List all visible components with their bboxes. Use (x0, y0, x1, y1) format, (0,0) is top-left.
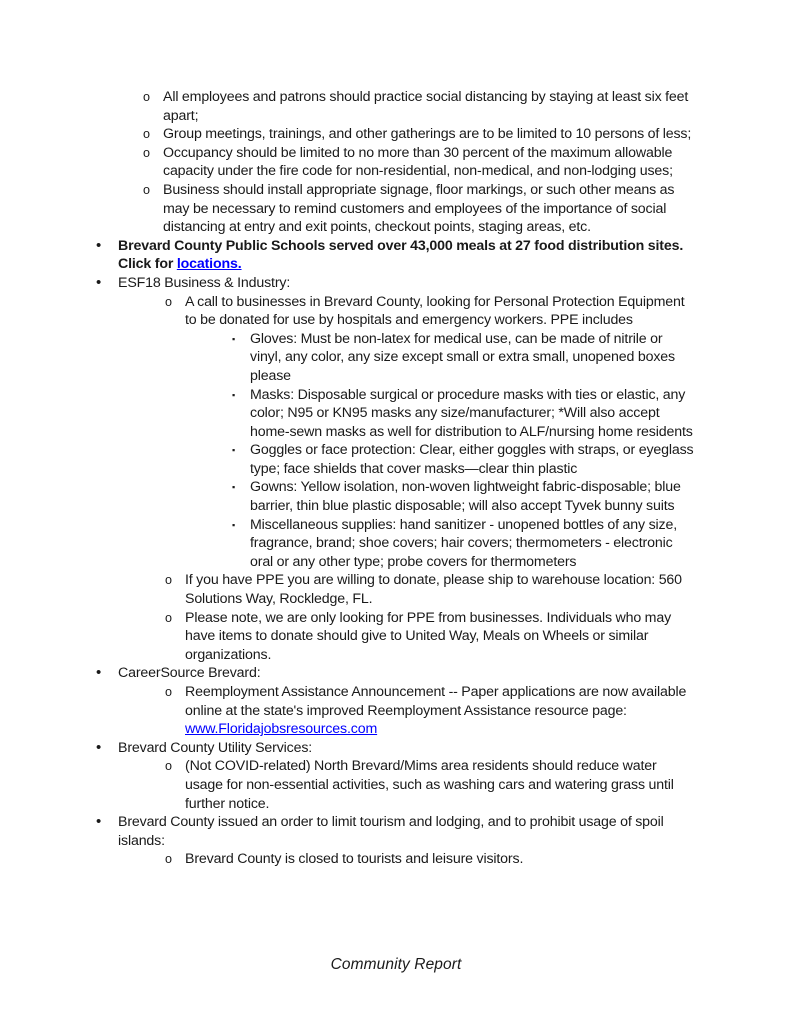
call-to-business-text: A call to businesses in Brevard County, looking for Personal Protection Equipment to be donated for use by hospitals and emergency workers. PPE includes (185, 293, 685, 329)
bullet-dot-icon: • (96, 813, 102, 831)
floridajobsresources-link[interactable]: www.Floridajobsresources.com (185, 721, 378, 738)
bullet-square-icon: ▪ (232, 445, 236, 456)
list-item-tourism-order (96, 813, 696, 869)
bullet-square-icon: ▪ (232, 333, 236, 344)
bullet-circle-icon: o (143, 145, 150, 160)
bullet-circle-icon: o (165, 573, 172, 588)
ppe-item-text: Gowns: Yellow isolation, non-woven lightweight fabric-disposable; blue barrier, thin blue plastic disposable; will also accept Tyvek bunny suits (250, 479, 681, 515)
list-item-ppe-misc (232, 516, 696, 572)
water-notice-text: (Not COVID-related) North Brevard/Mims area residents should reduce water usage for non-essential activities, such as washing cars and watering grass until further notice. (185, 758, 674, 812)
list-item-reemployment-announcement (165, 683, 696, 739)
bullet-square-icon: ▪ (232, 482, 236, 493)
list-item-public-schools (96, 237, 696, 274)
esf18-heading: ESF18 Business & Industry: (118, 274, 291, 291)
list-item-utility-services (96, 739, 696, 813)
list-item-text: Occupancy should be limited to no more than 30 percent of the maximum allowable capacity under the fire code for non-residential, non-medical, and non-lodging uses; (163, 144, 673, 180)
bullet-circle-icon: o (143, 90, 150, 104)
list-item-text: Business should install appropriate signage, floor markings, or such other means as may be necessary to remind customers and employees of the importance of social distancing at entry and exit points, checkout points, staging areas, etc. (163, 181, 675, 236)
list-item-ppe-masks (232, 386, 696, 442)
bullet-circle-icon: o (165, 610, 172, 625)
list-item-esf18 (96, 274, 696, 664)
bullet-dot-icon: • (96, 236, 102, 254)
utility-services-sublist (165, 757, 696, 813)
list-item-text: Group meetings, trainings, and other gatherings are to be limited to 10 persons of less; (163, 126, 692, 143)
reemployment-text (185, 683, 696, 739)
page-footer (0, 956, 792, 974)
bullet-circle-icon: o (165, 759, 172, 774)
list-item-water-notice (165, 757, 696, 813)
careersource-heading: CareerSource Brevard: (118, 665, 261, 682)
bullet-dot-icon: • (96, 738, 102, 756)
tourism-order-sublist (165, 850, 696, 869)
list-item-social-distancing (143, 88, 696, 125)
bullet-circle-icon: o (165, 294, 172, 309)
list-item-ppe-gloves (232, 330, 696, 386)
footer-title: Community Report (330, 956, 462, 973)
businesses-only-text: Please note, we are only looking for PPE from businesses. Individuals who may have items to donate should give to United Way, Meals on Wheels or similar organizations. (185, 609, 672, 663)
esf18-sublist (165, 293, 696, 665)
locations-link[interactable]: locations. (176, 256, 242, 273)
tourism-order-heading: Brevard County issued an order to limit tourism and lodging, and to prohibit usage of spoil islands: (118, 814, 664, 849)
continued-sublist-wrapper (96, 88, 696, 237)
list-item-ppe-goggles (232, 441, 696, 478)
list-item-warehouse (165, 571, 696, 608)
bullet-circle-icon: o (143, 182, 150, 197)
list-item-occupancy (143, 144, 696, 181)
careersource-sublist (165, 683, 696, 739)
bullet-dot-icon: • (96, 664, 102, 682)
bullet-circle-icon: o (143, 127, 150, 142)
public-schools-text (118, 237, 696, 274)
list-item-call-to-business (165, 293, 696, 572)
ppe-item-text: Miscellaneous supplies: hand sanitizer - unopened bottles of any size, fragrance, brand; shoe covers; hair covers; thermometers - electronic oral or any other type; probe covers for thermometers (250, 516, 677, 570)
warehouse-text: If you have PPE you are willing to donate, please ship to warehouse location: 560 Solutions Way, Rockledge, FL. (185, 572, 682, 608)
list-item-ppe-gowns (232, 478, 696, 515)
bullet-circle-icon: o (165, 685, 172, 699)
document-body (96, 88, 696, 869)
list-item-group-meetings (143, 125, 696, 144)
bullet-circle-icon: o (165, 852, 172, 867)
bullet-square-icon: ▪ (232, 519, 236, 530)
business-guidelines-list (143, 88, 696, 237)
list-item-text: All employees and patrons should practice social distancing by staying at least six feet apart; (163, 89, 689, 124)
list-item-careersource (96, 664, 696, 738)
public-schools-headline: Brevard County Public Schools served over 43,000 meals at 27 food distribution sites. Click for (118, 237, 684, 273)
reemployment-announcement-body: Reemployment Assistance Announcement -- Paper applications are now available online at the state's improved Reemployment Assistance resource page: (185, 684, 687, 719)
ppe-items-list (232, 330, 696, 572)
bullet-square-icon: ▪ (232, 389, 236, 400)
list-item-signage (143, 181, 696, 237)
top-level-list (96, 88, 696, 869)
ppe-item-text: Goggles or face protection: Clear, either goggles with straps, or eyeglass type; face shields that cover masks—clear thin plastic (250, 442, 694, 477)
ppe-item-text: Gloves: Must be non-latex for medical use, can be made of nitrile or vinyl, any color, any size except small or extra small, unopened boxes please (250, 330, 675, 384)
utility-services-heading: Brevard County Utility Services: (118, 739, 313, 756)
ppe-item-text: Masks: Disposable surgical or procedure masks with ties or elastic, any color; N95 or KN95 masks any size/manufacturer; *Will also accept home-sewn masks as well for distribution to ALF/nursing home residents (250, 386, 693, 440)
closed-notice-text: Brevard County is closed to tourists and leisure visitors. (185, 851, 524, 868)
list-item-closed-notice (165, 850, 696, 869)
list-item-businesses-only (165, 609, 696, 665)
bullet-dot-icon: • (96, 273, 102, 291)
